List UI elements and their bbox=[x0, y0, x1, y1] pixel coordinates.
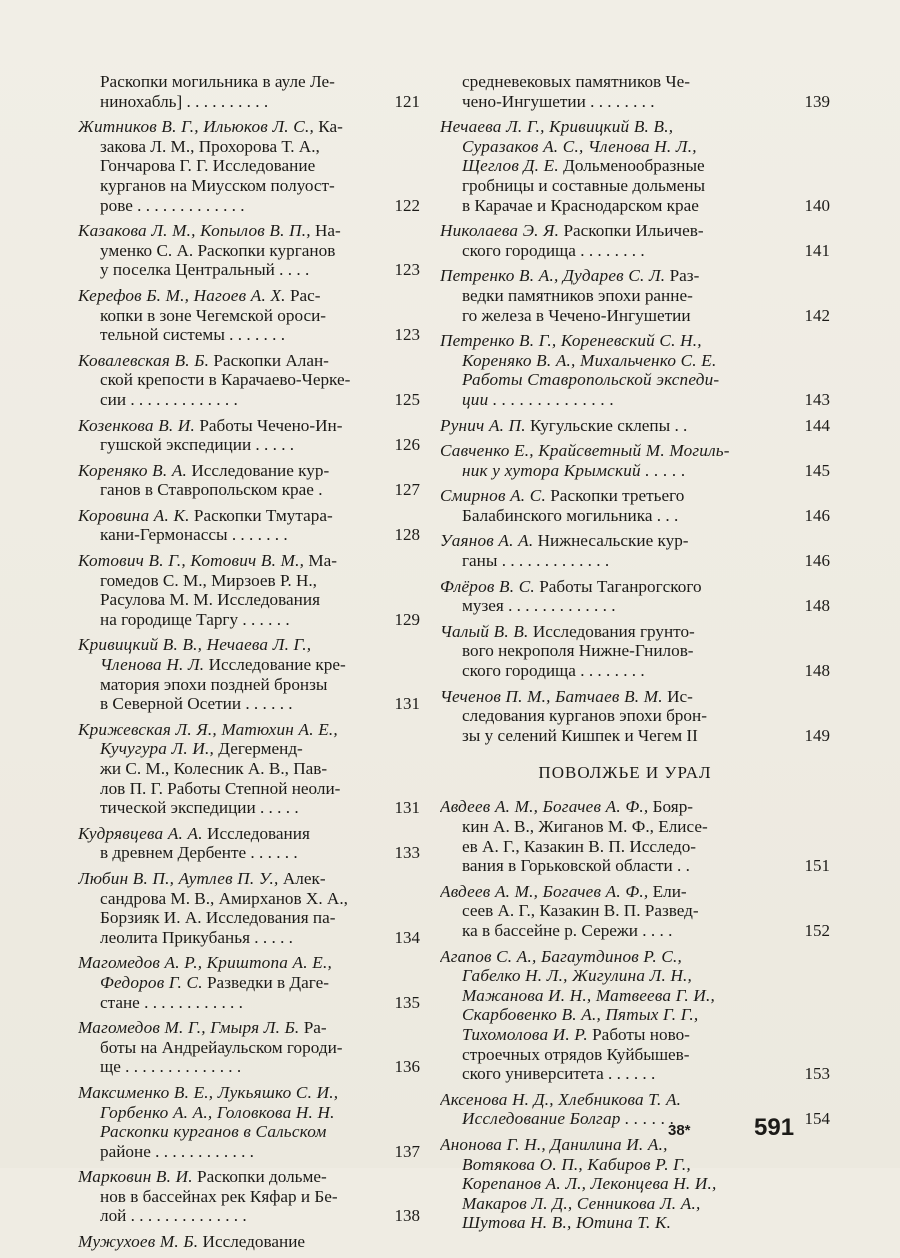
entry-line bbox=[440, 1135, 800, 1155]
entry-line: Чеченов П. М., Батчаев В. М. Ис- bbox=[440, 686, 693, 706]
entry-page-number: 133 bbox=[394, 843, 420, 863]
entry-line: Козенкова В. И. Работы Чечено-Ин- bbox=[78, 415, 343, 435]
toc-entry bbox=[78, 506, 418, 545]
author-names: Корепанов А. Л., Леконцева Н. И., bbox=[462, 1174, 717, 1194]
entry-line: тельной системы . . . . . . . bbox=[100, 325, 286, 345]
toc-entry bbox=[78, 72, 418, 111]
entry-page-number: 123 bbox=[394, 260, 420, 280]
entry-line: нов в бассейнах рек Кяфар и Бе- bbox=[100, 1186, 338, 1206]
entry-line: курганов на Миусском полуост- bbox=[100, 175, 335, 195]
entry-page-number: 146 bbox=[804, 505, 830, 525]
toc-entry bbox=[440, 686, 830, 746]
right-column bbox=[440, 72, 830, 1239]
entry-line: го железа в Чечено-Ингушетии bbox=[462, 305, 691, 325]
entry-line: Николаева Э. Я. Раскопки Ильичев- bbox=[440, 221, 704, 241]
entry-line bbox=[440, 137, 800, 157]
entry-line: ского городища . . . . . . . . bbox=[462, 661, 645, 681]
author-names: Марковин В. И. bbox=[78, 1167, 193, 1187]
entry-line: в древнем Дербенте . . . . . . bbox=[100, 843, 298, 863]
toc-entry bbox=[78, 286, 418, 345]
entry-page-number: 139 bbox=[804, 91, 830, 111]
entry-line: музея . . . . . . . . . . . . . bbox=[462, 596, 616, 616]
entry-line bbox=[440, 1155, 800, 1175]
author-names: Федоров Г. С. bbox=[100, 972, 203, 992]
author-names: Чалый В. В. bbox=[440, 621, 529, 641]
author-names: Вотякова О. П., Кабиров Р. Г., bbox=[462, 1154, 691, 1174]
entry-page-number: 131 bbox=[394, 694, 420, 714]
author-names: Членова Н. Л. bbox=[100, 655, 205, 675]
entry-line: кин А. В., Жиганов М. Ф., Елисе- bbox=[462, 817, 708, 836]
entry-page-number: 134 bbox=[394, 927, 420, 947]
entry-line: следования курганов эпохи брон- bbox=[462, 706, 707, 726]
author-names: Флёров В. С. bbox=[440, 576, 535, 596]
entry-line: ского университета . . . . . . bbox=[462, 1064, 656, 1084]
entry-page-number: 141 bbox=[804, 240, 830, 260]
entry-line: гомедов С. М., Мирзоев Р. Н., bbox=[100, 570, 317, 590]
toc-entry bbox=[440, 576, 830, 616]
entry-line bbox=[78, 720, 418, 740]
entry-line: Котович В. Г., Котович В. М., Ма- bbox=[78, 551, 338, 571]
entry-line: сеев А. Г., Казакин В. П. Развед- bbox=[462, 901, 699, 921]
left-column bbox=[78, 72, 418, 1258]
author-names: Уаянов А. А. bbox=[440, 531, 534, 551]
author-names: Суразаков А. С., Членова Н. Л., bbox=[462, 136, 697, 156]
author-names: Аксенова Н. Д., Хлебникова Т. А. bbox=[440, 1089, 682, 1109]
toc-entry bbox=[440, 486, 830, 525]
entry-line bbox=[440, 1194, 800, 1214]
entry-line bbox=[440, 986, 800, 1006]
entry-line: в Карачае и Краснодарском крае bbox=[462, 195, 699, 215]
toc-entry bbox=[440, 72, 830, 111]
toc-entry bbox=[440, 221, 830, 260]
author-names: Анонова Г. Н., Данилина И. А., bbox=[440, 1134, 668, 1154]
entry-line: Магомедов М. Г., Гмыря Л. Б. Ра- bbox=[78, 1018, 327, 1038]
entry-line: вого некрополя Нижне-Гнилов- bbox=[462, 641, 694, 661]
author-names: Кореняко В. А., Михальченко С. Е. bbox=[462, 350, 717, 370]
entry-line: Любин В. П., Аутлев П. У., Алек- bbox=[78, 868, 326, 888]
author-names: Смирнов А. С. bbox=[440, 486, 546, 506]
toc-entry bbox=[440, 441, 830, 480]
author-names: Агапов С. А., Багаутдинов Р. С., bbox=[440, 946, 683, 966]
entry-line: сандрова М. В., Амирханов Х. А., bbox=[100, 888, 348, 908]
author-names: Коровина А. К. bbox=[78, 505, 190, 525]
author-names: Чеченов П. М., Батчаев В. М. bbox=[440, 686, 663, 706]
entry-line: ской крепости в Карачаево-Черке- bbox=[100, 370, 351, 390]
toc-entry bbox=[78, 351, 418, 410]
entry-line: Мужухоев М. Б. Исследование bbox=[78, 1232, 306, 1252]
entry-page-number: 126 bbox=[394, 435, 420, 455]
entry-page-number: 149 bbox=[804, 725, 830, 745]
entry-line: Авдеев А. М., Богачев А. Ф., Бояр- bbox=[440, 797, 694, 817]
author-names: Мажанова И. Н., Матвеева Г. И., bbox=[462, 985, 715, 1005]
entry-line: Чалый В. В. Исследования грунто- bbox=[440, 621, 695, 641]
entry-line bbox=[440, 1213, 800, 1233]
section-heading: ПОВОЛЖЬЕ И УРАЛ bbox=[538, 763, 712, 783]
entry-line: копки в зоне Чегемской ороси- bbox=[100, 305, 327, 325]
entry-line: нинохабль] . . . . . . . . . . bbox=[100, 91, 269, 111]
page-number: 591 bbox=[754, 1114, 795, 1141]
entry-line bbox=[440, 117, 800, 137]
author-names: Козенкова В. И. bbox=[78, 415, 196, 435]
entry-line: Балабинского могильника . . . bbox=[462, 505, 679, 525]
toc-entry bbox=[440, 331, 830, 409]
entry-page-number: 144 bbox=[804, 415, 830, 435]
entry-page-number: 131 bbox=[394, 798, 420, 818]
entry-page-number: 127 bbox=[394, 480, 420, 500]
entry-line: Борзияк И. А. Исследования па- bbox=[100, 908, 336, 928]
entry-page-number: 128 bbox=[394, 525, 420, 545]
author-names: Тихомолова И. Р. bbox=[462, 1024, 588, 1044]
entry-line: ского городища . . . . . . . . bbox=[462, 240, 645, 260]
toc-entry bbox=[78, 824, 418, 863]
entry-line bbox=[440, 331, 800, 351]
entry-line bbox=[440, 370, 800, 390]
entry-line bbox=[440, 390, 800, 410]
entry-page-number: 135 bbox=[394, 992, 420, 1012]
entry-line bbox=[78, 1122, 418, 1142]
entry-line: рове . . . . . . . . . . . . . bbox=[100, 195, 245, 215]
entry-line: Гончарова Г. Г. Исследование bbox=[100, 156, 316, 176]
toc-entry bbox=[440, 797, 830, 876]
toc-entry bbox=[440, 266, 830, 325]
entry-line bbox=[440, 1109, 800, 1129]
entry-line: у поселка Центральный . . . . bbox=[100, 260, 310, 280]
entry-line bbox=[440, 1174, 800, 1194]
entry-line: Коровина А. К. Раскопки Тмутара- bbox=[78, 505, 333, 525]
author-names: Керефов Б. М., Нагоев А. Х. bbox=[78, 285, 286, 305]
entry-line: в Северной Осетии . . . . . . bbox=[100, 694, 293, 714]
author-names: Крижевская Л. Я., Матюхин А. Е., bbox=[78, 719, 338, 739]
author-names: Авдеев А. М., Богачев А. Ф., bbox=[440, 881, 649, 901]
entry-page-number: 122 bbox=[394, 195, 420, 215]
entry-page-number: 123 bbox=[394, 325, 420, 345]
entry-line: вания в Горьковской области . . bbox=[462, 856, 690, 876]
author-names: Кривицкий В. В., Нечаева Л. Г., bbox=[78, 635, 312, 655]
toc-entry bbox=[440, 415, 830, 436]
toc-entry bbox=[78, 635, 418, 713]
author-names: Исследование Болгар . . . . . . bbox=[462, 1109, 675, 1129]
entry-line: Расулова М. М. Исследования bbox=[100, 590, 320, 610]
entry-page-number: 125 bbox=[394, 389, 420, 409]
author-names: Скарбовенко В. А., Пятых Г. Г., bbox=[462, 1005, 699, 1025]
entry-line: леолита Прикубанья . . . . . bbox=[100, 927, 293, 947]
entry-page-number: 121 bbox=[394, 91, 420, 111]
toc-entry bbox=[78, 416, 418, 455]
printer-signature: 38* bbox=[668, 1122, 691, 1139]
author-names: Горбенко А. А., Головкова Н. Н. bbox=[100, 1102, 335, 1122]
author-names: Котович В. Г., Котович В. М., bbox=[78, 551, 305, 571]
entry-line: гробницы и составные дольмены bbox=[462, 175, 706, 195]
entry-line: строечных отрядов Куйбышев- bbox=[462, 1044, 690, 1064]
toc-entry bbox=[440, 531, 830, 571]
entry-line: Тихомолова И. Р. Работы ново- bbox=[462, 1024, 690, 1044]
entry-line: ще . . . . . . . . . . . . . . bbox=[100, 1057, 242, 1077]
entry-line: Смирнов А. С. Раскопки третьего bbox=[440, 486, 685, 506]
entry-line: Марковин В. И. Раскопки дольме- bbox=[78, 1167, 327, 1187]
toc-entry bbox=[78, 461, 418, 500]
entry-page-number: 148 bbox=[804, 596, 830, 616]
author-names: Кореняко В. А. bbox=[78, 460, 188, 480]
entry-line: Авдеев А. М., Богачев А. Ф., Ели- bbox=[440, 881, 687, 901]
author-names: Работы Ставропольской экспеди- bbox=[462, 370, 720, 390]
author-names: Шутова Н. В., Ютина Т. К. bbox=[462, 1213, 672, 1233]
entry-line bbox=[440, 461, 800, 481]
entry-line bbox=[78, 635, 418, 655]
author-names: Петренко В. А., Дударев С. Л. bbox=[440, 266, 666, 286]
entry-line bbox=[440, 1090, 800, 1110]
entry-line: жи С. М., Колесник А. В., Пав- bbox=[100, 759, 328, 778]
entry-line: матория эпохи поздней бронзы bbox=[100, 674, 328, 694]
entry-page-number: 143 bbox=[804, 389, 830, 409]
entry-line: ведки памятников эпохи ранне- bbox=[462, 285, 693, 305]
toc-entry bbox=[440, 117, 830, 215]
entry-page-number: 140 bbox=[804, 195, 830, 215]
author-names: ник у хутора Крымский . . . . . bbox=[462, 460, 686, 480]
entry-line: районе . . . . . . . . . . . . bbox=[100, 1141, 254, 1161]
toc-entry bbox=[78, 117, 418, 215]
entry-line: Щеглов Д. Е. Дольменообразные bbox=[462, 156, 705, 176]
toc-entry bbox=[78, 1018, 418, 1077]
entry-line: Рунич А. П. Кугульские склепы . . bbox=[440, 415, 688, 435]
entry-line: средневековых памятников Че- bbox=[462, 72, 690, 91]
author-names: Савченко Е., Крайсветный М. Могиль- bbox=[440, 441, 730, 461]
entry-line: уменко С. А. Раскопки курганов bbox=[100, 240, 336, 260]
entry-line: Кореняко В. А. Исследование кур- bbox=[78, 460, 330, 480]
entry-line: Керефов Б. М., Нагоев А. Х. Рас- bbox=[78, 285, 321, 305]
entry-page-number: 152 bbox=[804, 920, 830, 940]
toc-entry bbox=[440, 881, 830, 941]
author-names: Житников В. Г., Ильюков Л. С., bbox=[78, 117, 314, 137]
entry-line bbox=[78, 1103, 418, 1123]
entry-page-number: 136 bbox=[394, 1057, 420, 1077]
entry-page-number: 151 bbox=[804, 856, 830, 876]
author-names: Любин В. П., Аутлев П. У., bbox=[78, 868, 279, 888]
author-names: Макаров Л. Д., Сенникова Л. А., bbox=[462, 1193, 701, 1213]
entry-line: Членова Н. Л. Исследование кре- bbox=[100, 655, 346, 675]
toc-entry bbox=[78, 1083, 418, 1161]
author-names: Кудрявцева А. А. bbox=[78, 823, 203, 843]
entry-page-number: 142 bbox=[804, 305, 830, 325]
entry-line: Уаянов А. А. Нижнесальские кур- bbox=[440, 531, 689, 551]
entry-line: Федоров Г. С. Разведки в Даге- bbox=[100, 972, 329, 992]
entry-line: стане . . . . . . . . . . . . bbox=[100, 992, 243, 1012]
entry-page-number: 137 bbox=[394, 1141, 420, 1161]
toc-entry bbox=[440, 946, 830, 1084]
entry-line: ганов в Ставропольском крае . bbox=[100, 480, 323, 500]
entry-line: боты на Андрейаульском городи- bbox=[100, 1037, 343, 1057]
entry-line: Кучугура Л. И., Дегерменд- bbox=[100, 739, 303, 759]
entry-line: ев А. Г., Казакин В. П. Исследо- bbox=[462, 836, 697, 856]
entry-line: закова Л. М., Прохорова Т. А., bbox=[100, 136, 320, 156]
entry-page-number: 138 bbox=[394, 1206, 420, 1226]
toc-entry bbox=[440, 1089, 830, 1129]
entry-line bbox=[440, 441, 800, 461]
toc-entry bbox=[78, 953, 418, 1012]
toc-entry bbox=[78, 1167, 418, 1226]
entry-line bbox=[440, 1005, 800, 1025]
author-names: Кучугура Л. И., bbox=[100, 739, 214, 759]
toc-entry bbox=[78, 1232, 418, 1252]
entry-line bbox=[78, 953, 418, 973]
entry-line: ганы . . . . . . . . . . . . . bbox=[462, 551, 610, 571]
author-names: Нечаева Л. Г., Кривицкий В. В., bbox=[440, 117, 674, 137]
entry-line bbox=[440, 947, 800, 967]
toc-entry bbox=[78, 551, 418, 629]
entry-line: чено-Ингушетии . . . . . . . . bbox=[462, 91, 655, 111]
author-names: Раскопки курганов в Сальском bbox=[100, 1122, 327, 1142]
author-names: Казакова Л. М., Копылов В. П., bbox=[78, 221, 311, 241]
author-names: Габелко Н. Л., Жигулина Л. Н., bbox=[462, 966, 693, 986]
entry-line: Раскопки могильника в ауле Ле- bbox=[100, 72, 335, 91]
entry-line: Ковалевская В. Б. Раскопки Алан- bbox=[78, 350, 329, 370]
toc-entry bbox=[78, 720, 418, 818]
author-names: ции . . . . . . . . . . . . . . bbox=[462, 389, 615, 409]
entry-line: на городище Таргу . . . . . . bbox=[100, 609, 290, 629]
entry-page-number: 129 bbox=[394, 609, 420, 629]
entry-page-number: 148 bbox=[804, 661, 830, 681]
entry-line: зы у селений Кишпек и Чегем II bbox=[462, 725, 698, 745]
author-names: Максименко В. Е., Лукьяшко С. И., bbox=[78, 1082, 339, 1102]
entry-line: сии . . . . . . . . . . . . . bbox=[100, 389, 238, 409]
entry-line: Петренко В. А., Дударев С. Л. Раз- bbox=[440, 266, 700, 286]
entry-page-number: 146 bbox=[804, 551, 830, 571]
author-names: Магомедов М. Г., Гмыря Л. Б. bbox=[78, 1018, 300, 1038]
toc-entry bbox=[78, 869, 418, 947]
entry-line: лой . . . . . . . . . . . . . . bbox=[100, 1206, 247, 1226]
entry-line: ка в бассейне р. Сережи . . . . bbox=[462, 920, 673, 940]
toc-entry bbox=[440, 621, 830, 681]
author-names: Магомедов А. Р., Криштопа А. Е., bbox=[78, 953, 332, 973]
author-names: Авдеев А. М., Богачев А. Ф., bbox=[440, 797, 649, 817]
toc-entry bbox=[78, 221, 418, 280]
entry-page-number: 145 bbox=[804, 460, 830, 480]
entry-line: Житников В. Г., Ильюков Л. С., Ка- bbox=[78, 117, 343, 137]
entry-line bbox=[78, 1083, 418, 1103]
entry-line bbox=[440, 966, 800, 986]
entry-line: тической экспедиции . . . . . bbox=[100, 798, 299, 818]
toc-entry bbox=[440, 1135, 800, 1233]
entry-page-number: 153 bbox=[804, 1064, 830, 1084]
entry-line: лов П. Г. Работы Степной неоли- bbox=[100, 778, 341, 798]
entry-line: Кудрявцева А. А. Исследования bbox=[78, 823, 310, 843]
author-names: Петренко В. Г., Кореневский С. Н., bbox=[440, 331, 702, 351]
entry-line: кани-Гермонассы . . . . . . . bbox=[100, 525, 288, 545]
author-names: Николаева Э. Я. bbox=[440, 221, 560, 241]
entry-line: гушской экспедиции . . . . . bbox=[100, 435, 295, 455]
entry-line bbox=[440, 351, 800, 371]
entry-line: Флёров В. С. Работы Таганрогского bbox=[440, 576, 702, 596]
entry-page-number: 154 bbox=[804, 1109, 830, 1129]
author-names: Щеглов Д. Е. bbox=[462, 156, 559, 176]
author-names: Ковалевская В. Б. bbox=[78, 350, 210, 370]
author-names: Мужухоев М. Б. bbox=[78, 1232, 199, 1252]
author-names: Рунич А. П. bbox=[440, 415, 526, 435]
entry-line: Казакова Л. М., Копылов В. П., На- bbox=[78, 221, 341, 241]
